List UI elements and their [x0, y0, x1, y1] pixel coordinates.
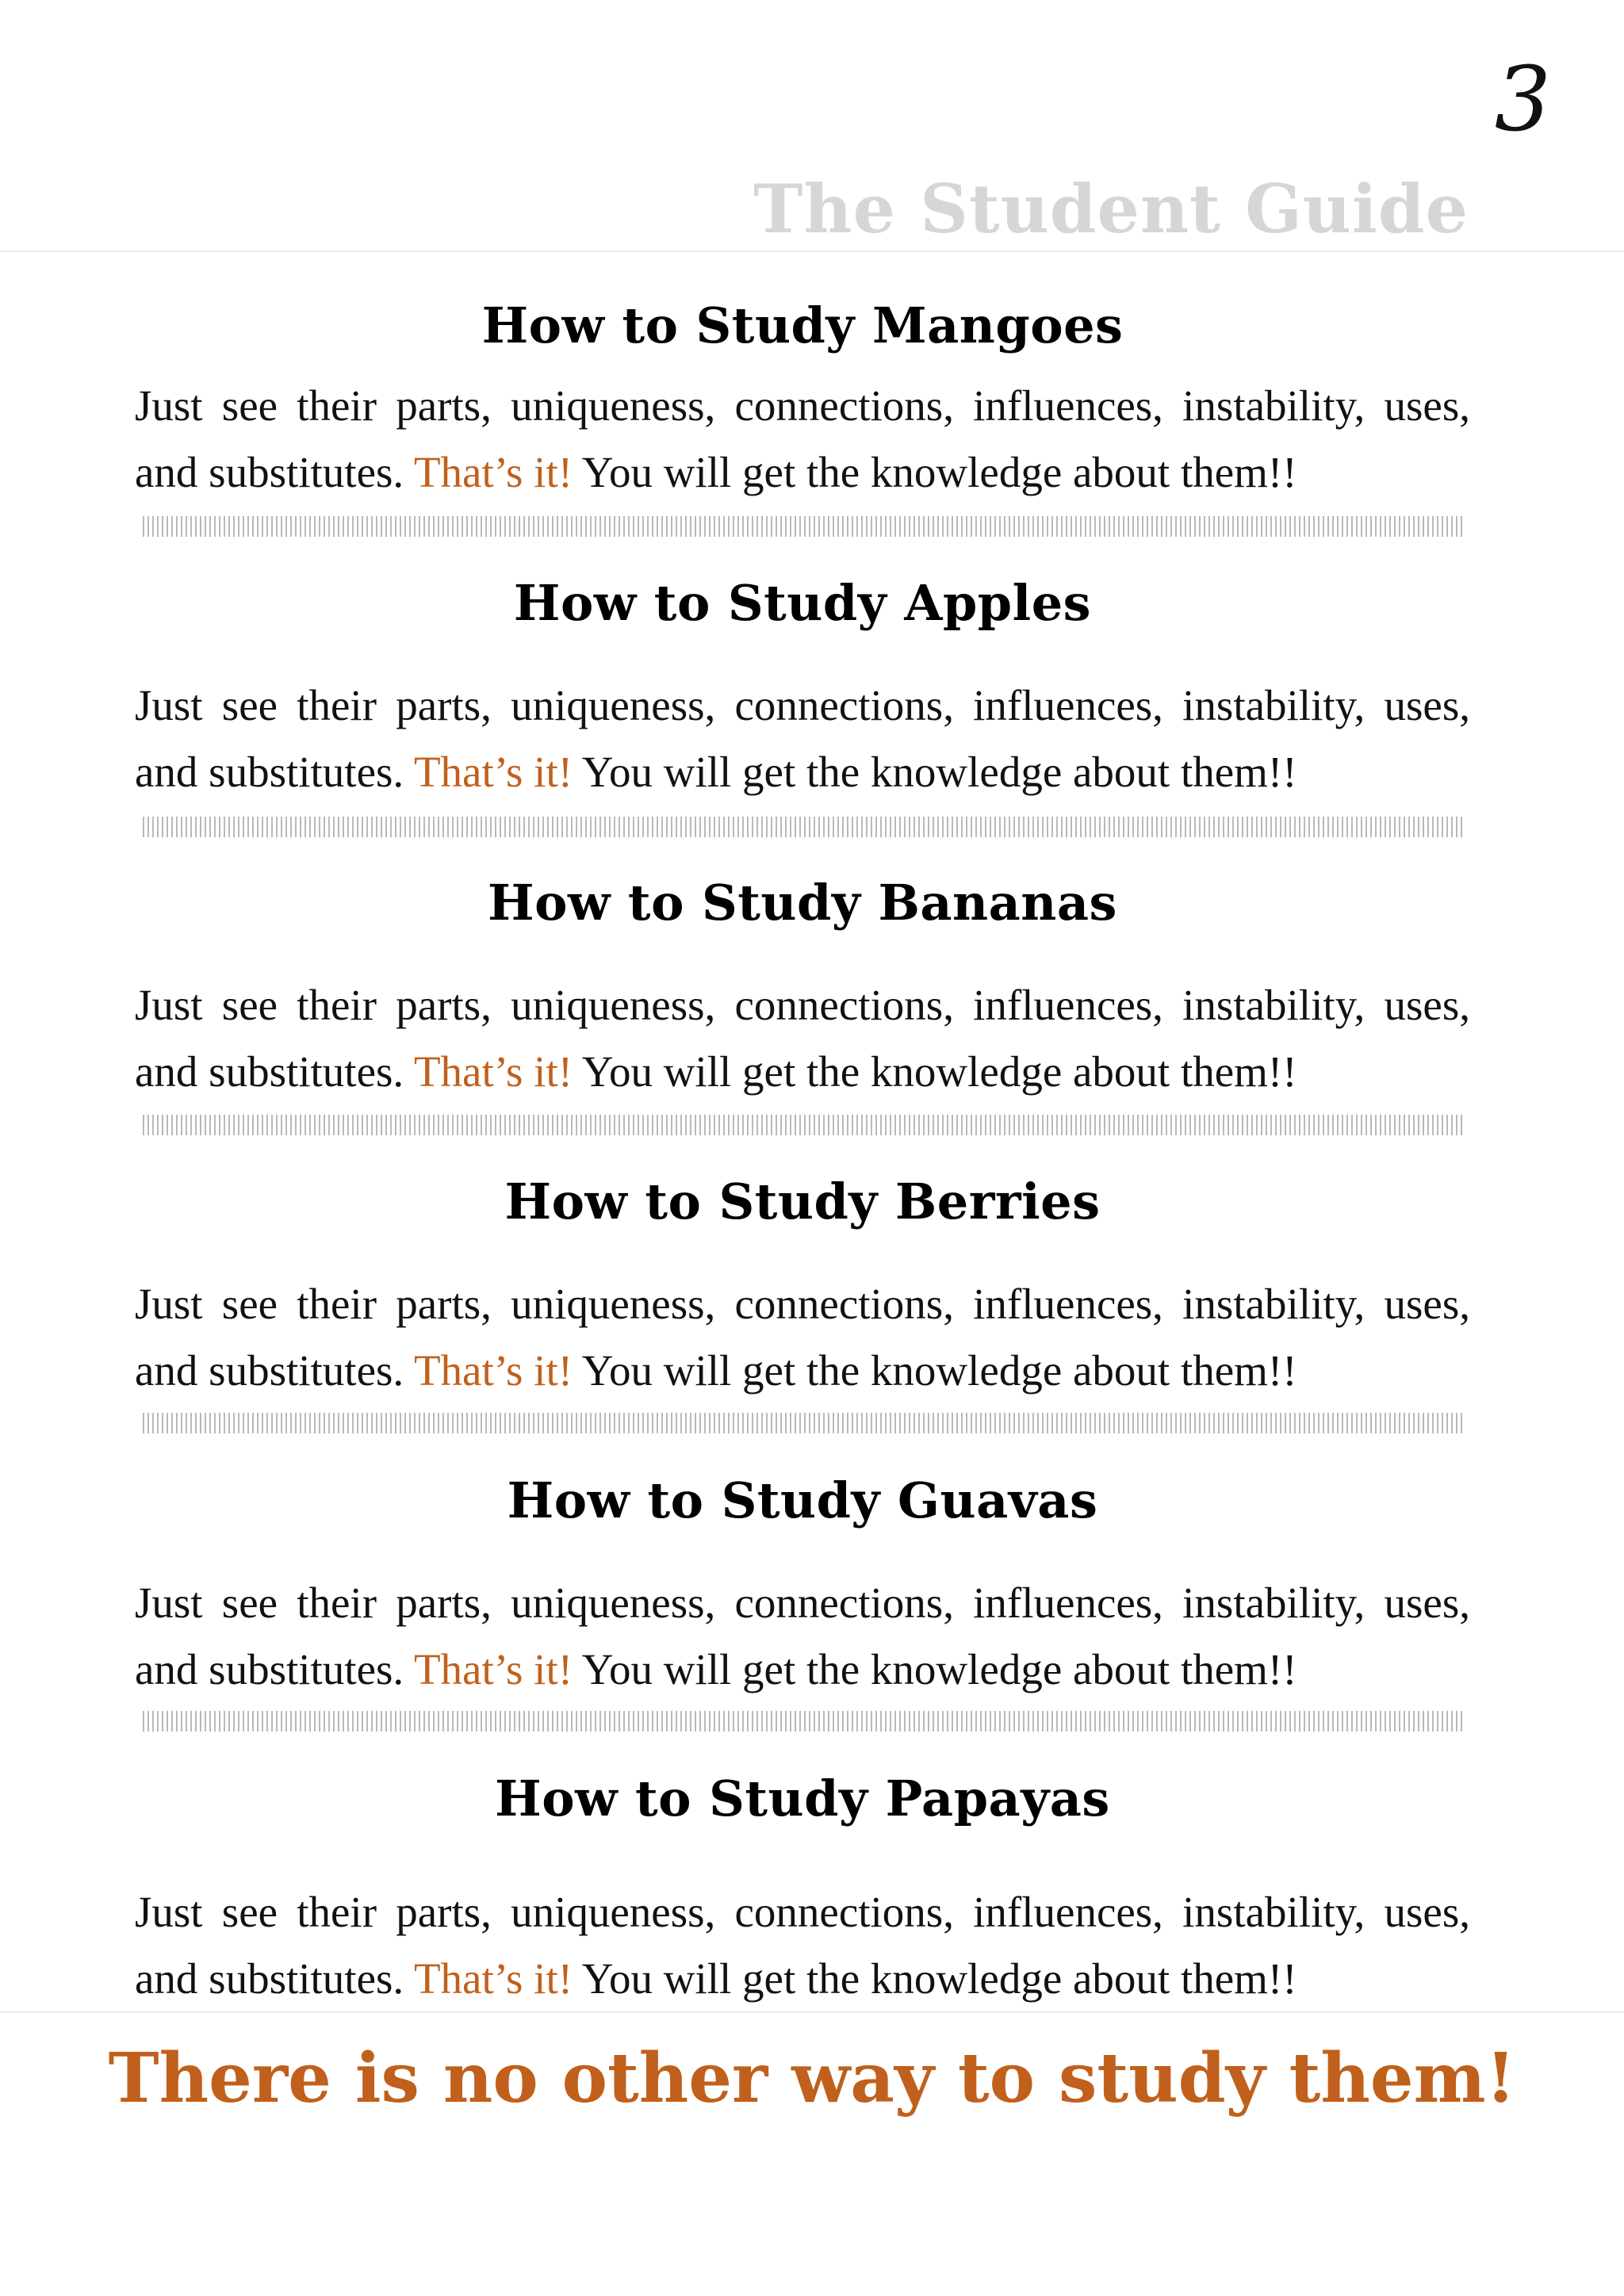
running-title: The Student Guide: [753, 170, 1469, 248]
body-text: and substitutes.: [135, 1346, 404, 1395]
body-text: and substitutes.: [135, 1954, 404, 2003]
highlight-text: That’s it!: [413, 448, 573, 496]
section-title: How to Study Bananas: [488, 874, 1117, 932]
section-body: [135, 1271, 1470, 1404]
body-line: Just see their parts, uniqueness, connections, influences, instability, uses,: [135, 1578, 1470, 1627]
body-line: [135, 1039, 1470, 1105]
highlight-text: That’s it!: [413, 1047, 573, 1096]
highlight-text: That’s it!: [413, 748, 573, 796]
section-papayas: [135, 1770, 1470, 1827]
body-text: You will get the knowledge about them!!: [581, 1346, 1297, 1395]
body-line: Just see their parts, uniqueness, connections, influences, instability, uses,: [135, 1280, 1470, 1328]
section-title: How to Study Mangoes: [481, 297, 1124, 354]
body-line: [135, 1337, 1470, 1404]
section-bananas: [135, 874, 1470, 932]
body-line: [135, 1636, 1470, 1703]
section-mangoes: [135, 297, 1470, 354]
body-text: and substitutes.: [135, 1645, 404, 1693]
body-text: You will get the knowledge about them!!: [581, 748, 1297, 796]
section-body: [135, 672, 1470, 806]
section-title: How to Study Guavas: [507, 1471, 1098, 1529]
section-body: [135, 1570, 1470, 1703]
divider: [143, 1115, 1462, 1135]
body-text: and substitutes.: [135, 448, 404, 496]
highlight-text: That’s it!: [413, 1346, 573, 1395]
section-berries: [135, 1173, 1470, 1230]
divider: [143, 1711, 1462, 1732]
header-rule: [0, 251, 1624, 252]
section-title: How to Study Papayas: [495, 1770, 1110, 1827]
divider: [143, 817, 1462, 837]
footer-rule: [0, 2011, 1624, 2013]
body-line: Just see their parts, uniqueness, connections, influences, instability, uses,: [135, 981, 1470, 1029]
section-guavas: [135, 1471, 1470, 1529]
highlight-text: That’s it!: [413, 1645, 573, 1693]
section-body: [135, 373, 1470, 506]
body-line: [135, 1946, 1470, 2012]
body-text: You will get the knowledge about them!!: [581, 1645, 1297, 1693]
body-line: Just see their parts, uniqueness, connections, influences, instability, uses,: [135, 681, 1470, 729]
section-body: [135, 1879, 1470, 2012]
section-apples: [135, 574, 1470, 632]
page-number: 3: [1494, 48, 1551, 151]
body-line: [135, 739, 1470, 806]
section-title: How to Study Apples: [513, 574, 1092, 632]
section-body: [135, 972, 1470, 1105]
body-line: [135, 439, 1470, 506]
body-text: You will get the knowledge about them!!: [581, 1047, 1297, 1096]
divider: [143, 1413, 1462, 1433]
body-text: You will get the knowledge about them!!: [581, 448, 1297, 496]
closing-statement: There is no other way to study them!: [108, 2038, 1516, 2118]
body-text: and substitutes.: [135, 748, 404, 796]
section-title: How to Study Berries: [504, 1173, 1101, 1230]
body-line: Just see their parts, uniqueness, connections, influences, instability, uses,: [135, 381, 1470, 430]
highlight-text: That’s it!: [413, 1954, 573, 2003]
divider: [143, 516, 1462, 537]
body-line: Just see their parts, uniqueness, connections, influences, instability, uses,: [135, 1888, 1470, 1936]
body-text: You will get the knowledge about them!!: [581, 1954, 1297, 2003]
body-text: and substitutes.: [135, 1047, 404, 1096]
